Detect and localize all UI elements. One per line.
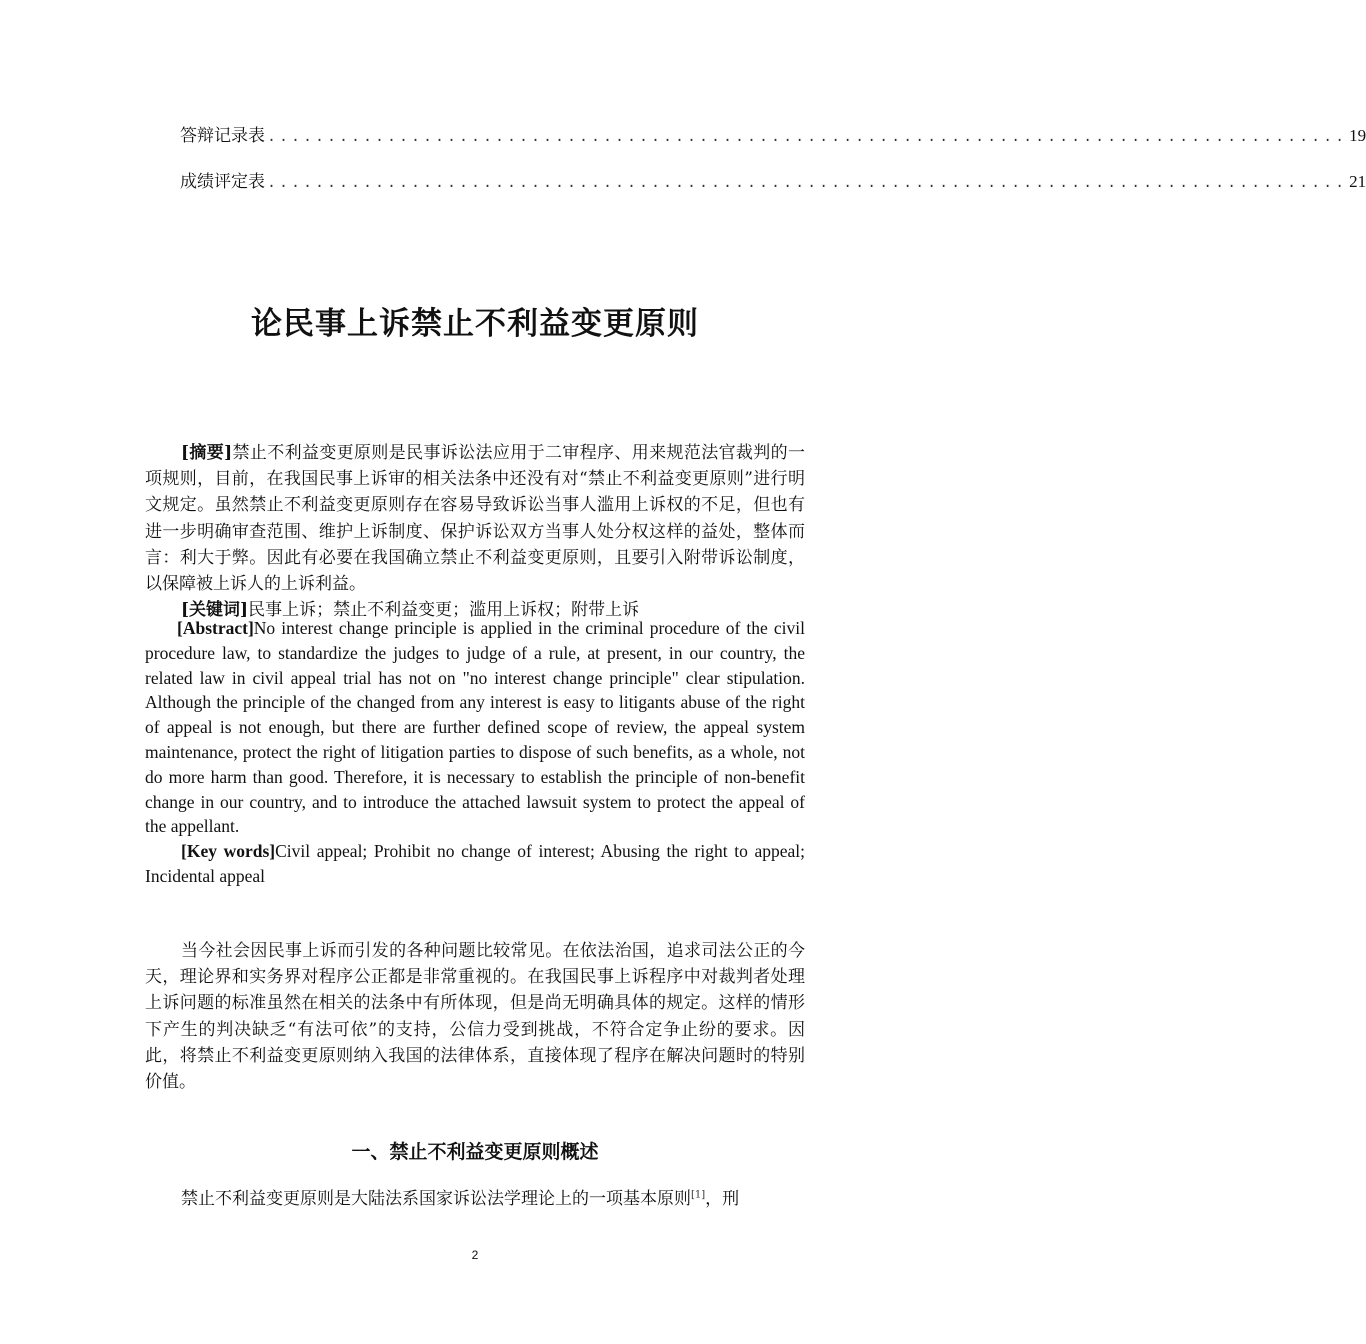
abstract-cn-block bbox=[145, 440, 805, 623]
toc-page-number: 19 bbox=[1349, 126, 1366, 145]
section-text: 禁止不利益变更原则是大陆法系国家诉讼法学理论上的一项基本原则 bbox=[181, 1189, 691, 1209]
toc-label: 答辩记录表 bbox=[180, 126, 265, 146]
abstract-cn-text: 禁止不利益变更原则是民事诉讼法应用于二审程序、用来规范法官裁判的一项规则，目前，在我国民事上诉审的相关法条中还没有对“禁止不利益变更原则”进行明文规定。虽然禁止不利益变更原则存在容易导致诉讼当事人滥用上诉权的不足，但也有进一步明确审查范围、维护上诉制度、保护诉讼双方当事人处分权这样的益处，整体而言：利大于弊。因此有必要在我国确立禁止不利益变更原则，且要引入附带诉讼制度，以保障被上诉人的上诉利益。 bbox=[145, 443, 806, 595]
toc-leader-dots: .......................................................................................... bbox=[267, 129, 1348, 146]
toc-label: 成绩评定表 bbox=[180, 172, 265, 192]
abstract-en-block bbox=[145, 616, 805, 889]
toc-entry[interactable] bbox=[180, 125, 1366, 147]
section-heading: 一、禁止不利益变更原则概述 bbox=[351, 1141, 599, 1163]
reference-mark[interactable]: [1] bbox=[691, 1189, 706, 1201]
toc-page-number: 21 bbox=[1349, 172, 1366, 191]
intro-text: 当今社会因民事上诉而引发的各种问题比较常见。在依法治国，追求司法公正的今天，理论界和实务界对程序公正都是非常重视的。在我国民事上诉程序中对裁判者处理上诉问题的标准虽然在相关的法条中有所体现，但是尚无明确具体的规定。这样的情形下产生的判决缺乏“有法可依”的支持，公信力受到挑战，不符合定争止纷的要求。因此，将禁止不利益变更原则纳入我国的法律体系，直接体现了程序在解决问题时的特别价值。 bbox=[145, 941, 805, 1093]
keywords-en-text: Civil appeal; Prohibit no change of interest; Abusing the right to appeal; Incidental appeal bbox=[145, 841, 805, 886]
toc-leader-dots: .......................................................................................... bbox=[267, 175, 1348, 192]
toc-entry[interactable] bbox=[180, 171, 1366, 193]
section-paragraph bbox=[145, 1186, 805, 1212]
keywords-en-tag: [Key words] bbox=[181, 841, 276, 862]
keywords-cn-tag: [关键词] bbox=[181, 600, 249, 621]
abstract-cn-tag: [摘要] bbox=[181, 443, 233, 463]
keywords-cn-text: 民事上诉；禁止不利益变更；滥用上诉权；附带上诉 bbox=[248, 600, 640, 621]
abstract-en-text: No interest change principle is applied in the criminal procedure of the civil procedure law, to standardize the judges to judge of a rule, at present, in our country, the related law in civil appeal trial has not on "no interest change principle" clear stipulation. Although the principle of the changed from any interest is easy to litigants abuse of the right of appeal is not enough, but there are further defined scope of review, the appeal system maintenance, protect the right of litigation parties to dispose of such benefits, as a whole, not do more harm than good. Therefore, it is necessary to establish the principle of non-benefit change in our country, and to introduce the attached lawsuit system to protect the appeal of the appellant. bbox=[145, 618, 805, 837]
section-text-continued: ，刑 bbox=[705, 1189, 740, 1209]
page-title: 论民事上诉禁止不利益变更原则 bbox=[251, 306, 699, 342]
intro-paragraph bbox=[145, 938, 805, 1095]
page-number: 2 bbox=[471, 1248, 479, 1262]
abstract-en-tag: [Abstract] bbox=[177, 618, 254, 638]
